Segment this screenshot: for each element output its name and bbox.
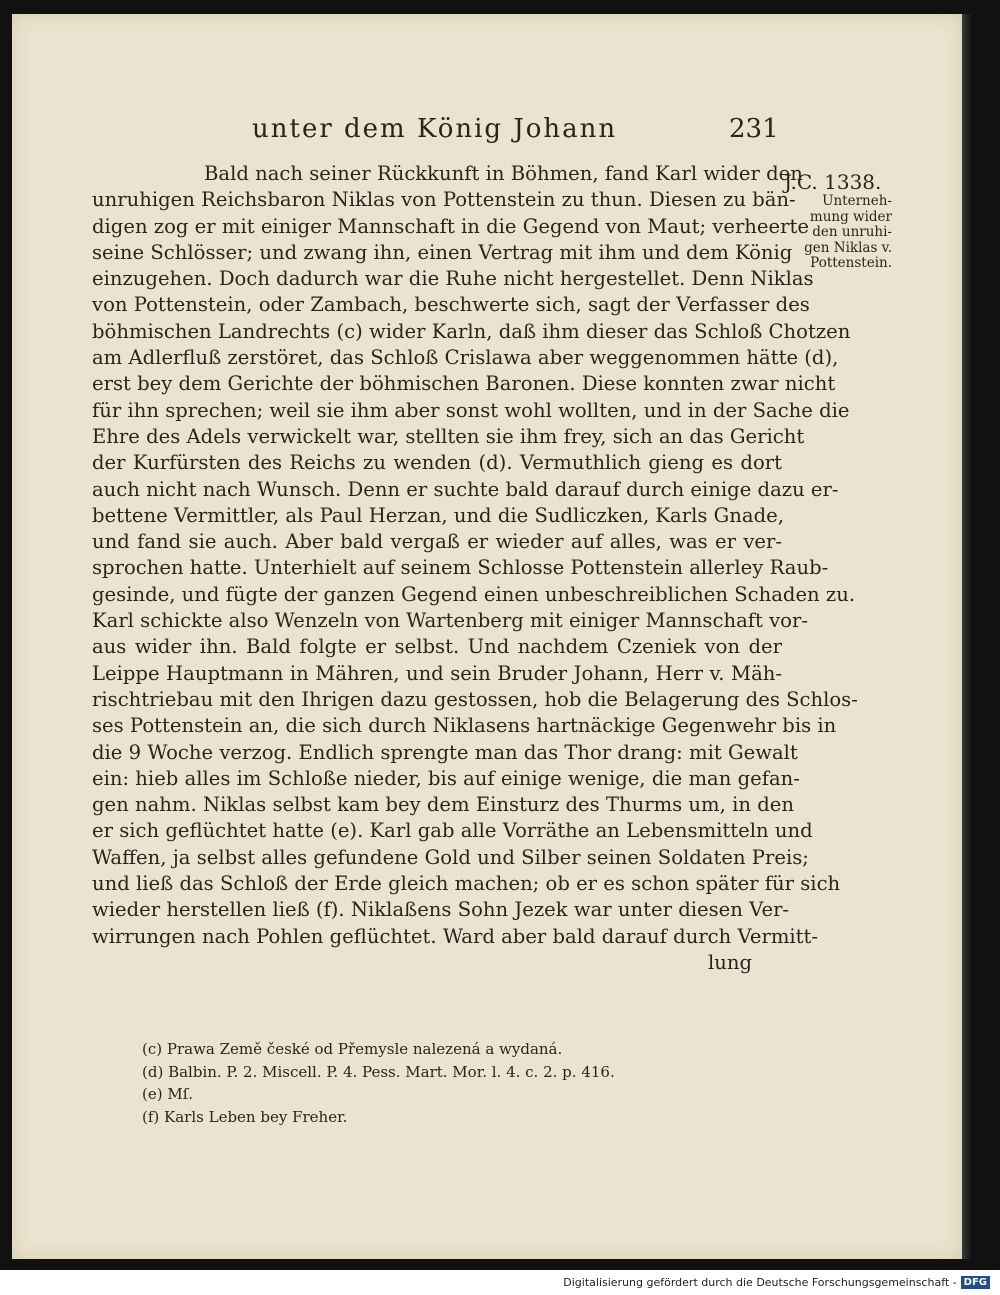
margin-note-line: Pottenstein. [810, 255, 892, 271]
text-line: digen zog er mit einiger Mannschaft in die Gegend von Maut; verheerte [92, 214, 809, 238]
text-line: ses Pottenstein an, die sich durch Niklasens hartnäckige Gegenwehr bis in [92, 714, 837, 738]
text-line: erst bey dem Gerichte der böhmischen Baronen. Diese konnten zwar nicht [92, 372, 836, 396]
footnotes [142, 1038, 762, 1128]
text-line: auch nicht nach Wunsch. Denn er suchte bald darauf durch einige dazu er- [92, 477, 839, 501]
text-line: für ihn sprechen; weil sie ihm aber sonst wohl wollten, und in der Sache die [92, 398, 850, 422]
margin-note-line: mung wider [809, 208, 892, 225]
margin-year: J.C. 1338. [784, 170, 882, 194]
text-line: er sich geflüchtet hatte (e). Karl gab alle Vorräthe an Lebensmitteln und [92, 819, 813, 843]
catchword: lung [707, 950, 752, 974]
margin-note-line: den unruhi- [812, 224, 892, 240]
text-line: Leippe Hauptmann in Mähren, und sein Bruder Johann, Herr v. Mäh- [92, 661, 782, 685]
text-line: unruhigen Reichsbaron Niklas von Pottenstein zu thun. Diesen zu bän- [92, 188, 796, 212]
page-edge-shadow [962, 14, 972, 1259]
text-line: gesinde, und fügte der ganzen Gegend einen unbeschreiblichen Schaden zu. [92, 582, 856, 606]
text-line: und ließ das Schloß der Erde gleich machen; ob er es schon später für sich [92, 872, 841, 896]
text-line: wieder herstellen ließ (f). Niklaßens Sohn Jezek war unter diesen Ver- [92, 898, 790, 922]
text-line: rischtriebau mit den Ihrigen dazu gestossen, hob die Belagerung des Schlos- [92, 687, 858, 711]
text-line: gen nahm. Niklas selbst kam bey dem Einsturz des Thurms um, in den [92, 793, 794, 817]
margin-note [784, 170, 892, 272]
text-line: seine Schlösser; und zwang ihn, einen Vertrag mit ihm und dem König [92, 240, 793, 264]
text-line: am Adlerfluß zerstöret, das Schloß Crislawa aber weggenommen hätte (d), [92, 346, 839, 370]
text-line: die 9 Woche verzog. Endlich sprengte man das Thor drang: mit Gewalt [92, 740, 798, 764]
text-line: bettene Vermittler, als Paul Herzan, und die Sudliczken, Karls Gnade, [92, 503, 784, 527]
footnote: (d) Balbin. P. 2. Miscell. P. 4. Pess. Mart. Mor. l. 4. c. 2. p. 416. [142, 1062, 615, 1081]
margin-note-line: gen Niklas v. [804, 239, 892, 256]
text-line: der Kurfürsten des Reichs zu wenden (d). Vermuthlich gieng es dort [92, 451, 782, 475]
text-line: von Pottenstein, oder Zambach, beschwerte sich, sagt der Verfasser des [92, 293, 810, 317]
book-page [12, 14, 962, 1259]
funding-credit [563, 1273, 990, 1291]
text-line: einzugehen. Doch dadurch war die Ruhe nicht hergestellet. Denn Niklas [92, 267, 814, 291]
text-line: Karl schickte also Wenzeln von Wartenberg mit einiger Mannschaft vor- [92, 609, 808, 633]
page-header [12, 114, 962, 150]
text-line: aus wider ihn. Bald folgte er selbst. Und nachdem Czeniek von der [92, 635, 782, 659]
text-line: böhmischen Landrechts (c) wider Karln, daß ihm dieser das Schloß Chotzen [92, 319, 851, 343]
footnote: (f) Karls Leben bey Freher. [142, 1107, 348, 1126]
footnote: (e) Mſ. [142, 1085, 194, 1103]
dfg-logo-icon: DFG [961, 1276, 990, 1289]
text-line: wirrungen nach Pohlen geflüchtet. Ward aber bald darauf durch Vermitt- [92, 924, 819, 948]
text-line: Ehre des Adels verwickelt war, stellten sie ihm frey, sich an das Gericht [92, 424, 805, 448]
text-line: Bald nach seiner Rückkunft in Böhmen, fand Karl wider den [204, 162, 803, 185]
credit-text: Digitalisierung gefördert durch die Deutsche Forschungsgemeinschaft - [563, 1275, 957, 1289]
footnote: (c) Prawa Země české od Přemysle nalezená a wydaná. [142, 1040, 563, 1058]
page-number: 231 [729, 114, 779, 144]
text-line: und fand sie auch. Aber bald vergaß er wieder auf alles, was er ver- [92, 530, 782, 554]
margin-note-line: Unterneh- [822, 193, 892, 209]
text-line: ein: hieb alles im Schloße nieder, bis auf einige wenige, die man gefan- [92, 766, 800, 790]
running-title: unter dem König Johann [252, 114, 618, 144]
text-line: Waffen, ja selbst alles gefundene Gold und Silber seinen Soldaten Preis; [92, 845, 809, 869]
text-line: sprochen hatte. Unterhielt auf seinem Schlosse Pottenstein allerley Raub- [92, 556, 829, 580]
